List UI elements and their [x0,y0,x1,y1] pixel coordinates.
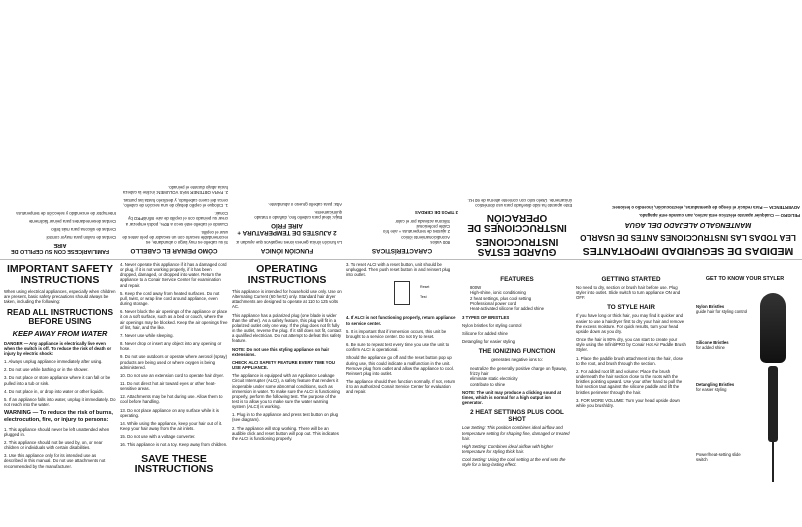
alci-step: 2. The appliance will stop working. There will be an audible click and reset button will pop out. This indicates the ALCI is functioning properly. [232,425,339,441]
alci-step: 5. It is important that if immersion occurs, this unit be brought to a service center. Do not try to reset. [346,328,447,339]
spanish-paragraph: Este aparato ha sido diseñado para uso doméstico únicamente. Úselo solo con corriente alterna de 60 Hz. [467,197,572,208]
ionic-item: • neutralize the generally positive charge on flyaway, frizzy hair [470,366,572,377]
spanish-get-to-know-column [4,0,116,258]
style-step: 2. For added root lift and volume: Place the brush underneath the hair section close to the roots with the bristles pointing upward. Use your other hand to pull the hair section taut against the silicone paddle and lift the bristles perimeter through the hair. [576,368,683,395]
spanish-feature-item: • Cable profesional [346,224,450,229]
spanish-callout: Interruptor de encendido y selección de temperatura [16,210,116,216]
heat-paragraph: Low Setting: This position combines ideal airflow and temperature setting for shaping fine, damaged or treated hair. [462,425,570,441]
detangling-label: Detangling Bristles [696,382,735,387]
warning-item: 10. Do not use an extension cord to operate hair dryer. [120,372,224,378]
spanish-safety-column [576,0,800,258]
features-column [462,262,572,527]
spanish-ionic-column [232,0,342,258]
warning-item: 13. Do not place appliance on any surface while it is operating. [120,407,219,418]
spanish-paragraph: Si su cabello es muy largo o abundante, es recomendable secarlo con un secador de pelo antes de usar el cepillo. [122,229,228,245]
spanish-operating-column [462,0,572,258]
spanish-save-title: GUARDE ESTAS INSTRUCCIONES [475,236,559,257]
nylon-label: Nylon Bristles [696,304,725,309]
plug-diagram [346,281,458,315]
safety-instructions-column [4,262,116,527]
safety-title: IMPORTANT SAFETY INSTRUCTIONS [7,263,113,286]
style-paragraph: If you have long or thick hair, you may find it quicker and easier to use a hairdryer first to dry your hair and remove the excess moisture. For quick results, turn your head upside down as you dry. [576,313,685,334]
brush-head-icon [760,293,786,363]
spanish-ionic-title: FUNCIÓN IÓNICA [260,247,314,254]
alci-step: 4. If ALCI is not functioning properly, return appliance to service center. [346,315,456,326]
spanish-get-to-know-title: FAMILIARÍCESE CON SU CEPILLO DE AIRE [11,242,109,254]
detangling-sublabel: for easier styling [696,387,727,393]
feature-item: • Heat-activated silicone for added shine [470,306,572,311]
safety-continued-column [120,262,228,527]
detangling-callout [696,382,752,392]
danger-item: 2. Do not use while bathing or in the shower. [4,367,89,373]
silicone-sublabel: for added shine [696,345,725,351]
spanish-paragraph: Cuando el cabello esté seco a 80%, podrá empezar a crear su peinado con el cepillo de aire InfinitiPRO by Conair. [125,211,228,227]
spanish-feature-item: • Silicona activada por el calor [346,218,450,223]
warning-item: 7. Never use while sleeping. [120,332,174,338]
ionic-title: THE IONIZING FUNCTION [478,348,556,356]
spanish-callout: Cerdas de nailon para mayor control [46,235,116,240]
alci-paragraph: The appliance should then function normally. If not, return it to an authorized Conair Service Center for evaluation and repair. [346,379,456,395]
warning-item: 14. While using the appliance, keep your hair out of it. Keep your hair away from the air inlets. [120,420,223,432]
reset-label: Reset [420,285,430,290]
warning-item: 6. Never block the air openings of the appliance or place it on a soft surface, such as a bed or couch, where the air openings may be blocked. Keep the air openings free of lint, hair, and the like. [120,309,228,330]
ionic-intro: generates negative ions to: [491,357,543,363]
warning-item: 15. Do not use with a voltage converter. [120,434,196,440]
style-step: 3. FOR MORE VOLUME: Turn your head upside down while you brush/dry. [576,397,680,408]
safety-intro: When using electrical appliances, especially when children are present, basic safety precautions should always be taken, including the following: [4,289,116,305]
getting-started-paragraph: No need to dry, section or brush hair before use. Plug styler into outlet. Slide switch to turn appliance ON and OFF. [576,285,681,301]
ionic-note: NOTE: The unit may produce a clicking sound at times, which is normal for a high output ion generator. [462,390,562,406]
cord-icon [772,442,774,482]
spanish-paragraph: La función iónica genera iones negativos que ayudan a: [235,240,342,245]
save-instructions-heading: SAVE THESE INSTRUCTIONS [134,452,214,476]
spanish-callout: Cerdas de silicona para más brillo [51,226,116,232]
spanish-paragraph: Baja: ideal para cabello fino, dañado o tratado químicamente. [254,209,342,220]
warning-item: 16. This appliance is not a toy. Keep away from children. [120,442,228,448]
bristles-title: 3 TYPES OF BRISTLES [462,314,510,320]
operating-paragraph: The appliance is equipped with an Appliance Leakage Circuit Interrupter (ALCI), a safety feature that renders it inoperable under some abnormal conditions, such as immersion in water. To make sure the ALCI is functioning properly, perform the following test. The purpose of the test is to allow you to make sure the water warning system (ALCI) is working. [232,373,340,410]
spanish-operating-title: INSTRUCCIONES DE OPERACIÓN [467,212,567,233]
spanish-feature-item: • 2 ajustes de temperatura + aire frío [346,229,450,234]
warning-item: 8. Never drop or insert any object into any opening or hose. [120,341,222,352]
bristle-item: Detangling for easier styling [462,339,516,345]
alci-step: 3. To reset ALCI with a reset button, unit should be unplugged. Then push reset button in and reinsert plug into outlet. [346,262,451,278]
keep-away-heading: KEEP AWAY FROM WATER [12,328,108,338]
spanish-features-title: CARACTERÍSTICAS [371,247,433,254]
feature-item: • Professional power cord [470,301,572,306]
ionic-list [462,366,572,387]
style-step: 1. Place the paddle brush attachment into the hair, close to the root, and brush through the section. [576,355,684,366]
alci-step: 6. Be sure to repeat test every time you use the unit to confirm ALCI is operational. [346,342,450,353]
plug-icon [394,281,410,305]
heat-paragraph: High Setting: Combines ideal airflow with higher temperature for styling thick hair. [462,443,553,455]
feature-item: • High-shine, ionic conditioning [470,290,572,295]
spanish-paragraph: 1. Coloque el cepillo debajo de una sección de cabello, cerca del cuero cabelludo, y deslícelo hasta las puntas. [122,197,228,209]
spanish-bristles-title: 3 TIPOS DE CERDAS [415,210,458,216]
read-all-heading: READ ALL INSTRUCTIONS BEFORE USING [6,307,114,327]
warning-item: 3. Use this appliance only for its intended use as described in this manual. Do not use attachments not recommended by the manufacturer. [4,453,106,469]
bristle-item: Nylon bristles for styling control [462,322,522,328]
heat-settings-title: 2 HEAT SETTINGS PLUS COOL SHOT [470,409,564,424]
spanish-read-all: LEA TODAS LAS INSTRUCCIONES ANTES DE USARLO [580,233,796,243]
operating-title: OPERATING INSTRUCTIONS [247,263,327,286]
spanish-paragraph: 2. PARA OBTENER MÁS VOLUMEN: incline la cabeza hacia abajo durante el peinado. [123,184,228,195]
switch-callout: Power/heat-setting slide switch [696,452,741,463]
spanish-keep-away: MANTENGALO ALEJADO DEL AGUA [624,220,752,230]
spanish-heat-title: 2 AJUSTES DE TEMPERATURA + AIRE FRÍO [237,221,337,236]
features-list [462,285,572,312]
spanish-features-column [346,0,458,258]
spanish-safety-title: MEDIDAS DE SEGURIDAD IMPORTANTES [582,245,794,257]
ionic-item: • contribute to shine [470,382,572,387]
fold-line [0,259,802,260]
spanish-danger: PELIGRO — Cualquier aparato eléctrico está activo, aun cuando esté apagado. [638,213,800,219]
spanish-feature-item: • 800 vatios [346,240,450,245]
feature-item: • 800W [470,285,572,290]
silicone-callout [696,340,752,350]
style-paragraph: Once the hair is 80% dry, you can start to create your style using the InfinitiPRO by Conair Hot Air Paddle Brush Styler. [576,337,686,353]
operating-paragraph: This appliance has a polarized plug (one blade is wider than the other). As a safety feature, this plug will fit in a polarized outlet only one way. If the plug does not fit fully in the outlet, reverse the plug. If it still does not fit, contact a qualified electrician. Do not attempt to defeat this safety feature. [232,312,342,344]
silicone-label: Silicone Bristles [696,340,729,345]
nylon-sublabel: guide hair for styling control [696,309,748,315]
features-title: FEATURES [500,276,534,283]
warning-item: 9. Do not use outdoors or operate where aerosol (spray) products are being used or where oxygen is being administered. [120,354,228,370]
danger-text: DANGER — Any appliance is electrically live even when the switch is off. To reduce the risk of death or injury by electric shock: [4,340,112,356]
spanish-features-list [346,218,458,245]
spanish-warning: ADVERTENCIA — Para reducir el riesgo de quemaduras, electrocución, incendio o lesiones: [611,205,800,211]
spanish-style-column [120,0,228,258]
operating-paragraph: This appliance is intended for household use only. Use on Alternating Current (60 hertz) only. Standard hair dryer attachments are designed to operate at 110 to 125 volts AC. [232,289,342,310]
bristle-item: Silicone for added shine [462,331,508,337]
warning-item: 4. Never operate this appliance if it has a damaged cord or plug, if it is not working properly, if it has been dropped, damaged, or dropped into water. Return the appliance to a Conair Service Center for examination and repair. [120,262,227,288]
operating-note: NOTE: Do not use this styling appliance on hair extensions. [232,346,330,357]
warning-item: 12. Attachments may be hot during use. Allow them to cool before handling. [120,394,223,405]
feature-item: • 2 heat settings, plus cool setting [470,296,572,301]
alci-paragraph: Should the appliance go off and the reset button pop up during use, this could indicate a malfunction in the unit. Remove plug from outlet and allow the appliance to cool. Reinsert plug into outlet. [346,355,454,376]
alci-column [346,262,458,527]
spanish-paragraph: Alta: para cabello grueso o abundante. [268,201,342,207]
styler-illustration [760,290,786,482]
get-to-know-title: GET TO KNOW YOUR STYLER [705,276,785,282]
spanish-style-title: CÓMO PEINAR EL CABELLO [130,247,218,254]
test-label: Test [420,295,427,300]
ionic-item: • eliminate static electricity [470,376,572,381]
warning-item: 1. This appliance should never be left unattended when plugged in. [4,426,110,437]
nylon-callout [696,304,752,314]
warning-item: 5. Keep the cord away from heated surfaces. Do not pull, twist, or wrap line cord around appliance, even during storage. [120,290,220,307]
handle-icon [768,366,778,442]
alci-step: 1. Plug in to the appliance and press test button on plug (see diagram). [232,412,339,423]
styler-diagram [690,284,800,504]
warning-text: WARNING — To reduce the risk of burns, electrocution, fire, or injury to persons: [4,410,113,423]
operating-instructions-column [232,262,342,527]
getting-started-column [576,262,686,527]
danger-item: 3. Do not place or store appliance where it can fall or be pulled into a tub or sink. [4,375,111,386]
heat-paragraph: Cool Setting: Using the cool setting at the end sets the style for a long-lasting effect. [462,457,566,468]
alci-check: CHECK ALCI SAFETY FEATURE EVERY TIME YOU USE APPLIANCE. [232,359,335,371]
warning-item: 11. Do not direct hot air toward eyes or other heat-sensitive areas. [120,380,216,392]
danger-item: 5. If an appliance falls into water, unplug it immediately. Do not reach into the water. [4,396,116,408]
danger-item: 4. Do not place in, or drop into water or other liquids. [4,388,104,394]
danger-item: 1. Always unplug appliance immediately after using. [4,359,103,365]
getting-started-title: GETTING STARTED [601,276,661,283]
get-to-know-column [690,262,800,527]
style-hair-title: TO STYLE HAIR [607,304,655,312]
spanish-feature-item: • Acondicionamiento iónico [346,234,450,239]
warning-item: 2. This appliance should not be used by, on, or near children or individuals with certain disabilities. [4,439,103,451]
spanish-callout: Cerdas desenredantes para peinar fácilmente [28,218,116,224]
